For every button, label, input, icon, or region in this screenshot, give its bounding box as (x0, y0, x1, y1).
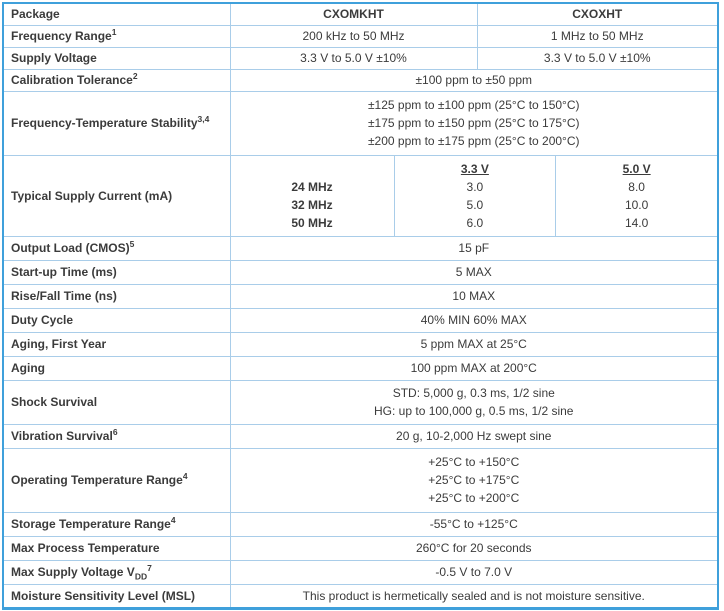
footnote-marker: 4 (170, 515, 176, 525)
table-row-max-process-temperature (3, 536, 718, 560)
row-label (3, 308, 230, 332)
table-header-row (3, 3, 718, 25)
table-row-shock-survival (3, 380, 718, 424)
cell-merged: 5 ppm MAX at 25°C (230, 332, 718, 356)
footnote-marker: 2 (132, 71, 138, 81)
frequency-label: 24 MHz (291, 179, 333, 194)
row-label (3, 91, 230, 155)
row-label-text: Rise/Fall Time (ns) (11, 289, 117, 303)
spec-table (2, 2, 719, 610)
row-label-text: Max Supply Voltage V (11, 565, 135, 579)
row-label (3, 332, 230, 356)
row-label-text: Storage Temperature Range (11, 517, 171, 531)
current-value: 3.0 (466, 179, 484, 194)
row-label-text: Supply Voltage (11, 51, 97, 65)
row-label (3, 25, 230, 47)
cell-merged: 40% MIN 60% MAX (230, 308, 718, 332)
cell-merged (230, 91, 718, 155)
frequency-label: 50 MHz (291, 215, 333, 230)
cell-merged: 100 ppm MAX at 200°C (230, 356, 718, 380)
blank-spacer (231, 160, 394, 178)
table-row-aging (3, 356, 718, 380)
cell-merged (230, 380, 718, 424)
cell-cxomkht: 3.3 V to 5.0 V ±10% (230, 47, 477, 69)
row-label-text: Max Process Temperature (11, 541, 160, 555)
table-row-supply-voltage (3, 47, 718, 69)
row-label (3, 380, 230, 424)
frequency-label: 32 MHz (291, 197, 333, 212)
table-row-storage-temperature-range (3, 512, 718, 536)
row-label-text: Typical Supply Current (mA) (11, 188, 173, 203)
table-row-startup-time (3, 260, 718, 284)
row-label (3, 260, 230, 284)
footnote-marker: 6 (112, 427, 118, 437)
current-value: 10.0 (624, 197, 649, 212)
cell-cxoxht: 3.3 V to 5.0 V ±10% (477, 47, 718, 69)
supply-current-grid (231, 156, 718, 236)
cell-merged: -55°C to +125°C (230, 512, 718, 536)
stability-line: ±125 ppm to ±100 ppm (25°C to 150°C) (367, 98, 580, 112)
stability-line: ±175 ppm to ±150 ppm (25°C to 175°C) (367, 116, 580, 130)
cell-merged: This product is hermetically sealed and is not moisture sensitive. (230, 584, 718, 608)
supply-current-column-5v0 (555, 156, 717, 236)
current-value: 14.0 (624, 215, 649, 230)
stability-line: ±200 ppm to ±175 ppm (25°C to 200°C) (367, 134, 580, 148)
row-label (3, 536, 230, 560)
current-value: 6.0 (466, 215, 484, 230)
operating-range-line: +25°C to +200°C (428, 491, 520, 505)
table-row-typical-supply-current (3, 155, 718, 236)
cell-merged: 20 g, 10-2,000 Hz swept sine (230, 424, 718, 448)
row-label (3, 448, 230, 512)
footnote-marker: 3,4 (197, 114, 210, 124)
row-label (3, 155, 230, 236)
row-label (3, 424, 230, 448)
cell-cxoxht: 1 MHz to 50 MHz (477, 25, 718, 47)
row-label-text: Duty Cycle (11, 313, 74, 327)
row-label-text: Aging (11, 361, 45, 375)
table-row-rise-fall-time (3, 284, 718, 308)
row-label-text: Frequency Range (11, 29, 112, 43)
shock-line: HG: up to 100,000 g, 0.5 ms, 1/2 sine (374, 404, 574, 418)
footnote-marker: 1 (111, 27, 117, 37)
row-label (3, 69, 230, 91)
row-label-text: Vibration Survival (11, 429, 113, 443)
table-row-vibration-survival (3, 424, 718, 448)
row-label-text: Moisture Sensitivity Level (MSL) (11, 588, 196, 603)
cell-merged: 260°C for 20 seconds (230, 536, 718, 560)
cell-merged: -0.5 V to 7.0 V (230, 560, 718, 584)
cell-cxomkht: 200 kHz to 50 MHz (230, 25, 477, 47)
header-cxomkht: CXOMKHT (230, 3, 477, 25)
row-label (3, 584, 230, 608)
table-row-frequency-range (3, 25, 718, 47)
row-label-text: Output Load (CMOS) (11, 241, 130, 255)
voltage-column-header: 3.3 V (460, 161, 489, 176)
footnote-marker: 5 (129, 239, 135, 249)
voltage-column-header: 5.0 V (622, 161, 651, 176)
supply-current-subtable (230, 155, 718, 236)
supply-current-column-3v3 (394, 156, 556, 236)
operating-range-line: +25°C to +175°C (428, 473, 520, 487)
supply-current-frequency-column (231, 156, 394, 236)
table-row-frequency-temperature-stability (3, 91, 718, 155)
footnote-marker: 7 (147, 563, 152, 573)
table-row-moisture-sensitivity-level (3, 584, 718, 608)
operating-range-line: +25°C to +150°C (428, 455, 520, 469)
row-label (3, 560, 230, 584)
vdd-subscript: DD (134, 571, 148, 582)
table-row-aging-first-year (3, 332, 718, 356)
row-label (3, 47, 230, 69)
table-row-output-load (3, 236, 718, 260)
row-label-text: Start-up Time (ms) (11, 265, 117, 279)
row-label (3, 284, 230, 308)
row-label-text: Shock Survival (11, 395, 98, 409)
cell-merged: ±100 ppm to ±50 ppm (230, 69, 718, 91)
row-label-text: Aging, First Year (11, 337, 107, 351)
footnote-marker: 4 (182, 471, 188, 481)
current-value: 5.0 (466, 197, 484, 212)
row-label-text: Frequency-Temperature Stability (11, 116, 198, 130)
cell-merged (230, 448, 718, 512)
row-label-text: Calibration Tolerance (11, 73, 133, 87)
cell-merged: 15 pF (230, 236, 718, 260)
row-label-text: Operating Temperature Range (11, 473, 183, 487)
table-row-max-supply-voltage (3, 560, 718, 584)
table-row-operating-temperature-range (3, 448, 718, 512)
cell-merged: 5 MAX (230, 260, 718, 284)
row-label (3, 236, 230, 260)
header-cxoxht: CXOXHT (477, 3, 718, 25)
row-label (3, 356, 230, 380)
table-row-calibration-tolerance (3, 69, 718, 91)
cell-merged: 10 MAX (230, 284, 718, 308)
table-row-duty-cycle (3, 308, 718, 332)
header-package: Package (3, 3, 230, 25)
current-value: 8.0 (628, 179, 645, 194)
shock-line: STD: 5,000 g, 0.3 ms, 1/2 sine (392, 386, 555, 400)
row-label (3, 512, 230, 536)
